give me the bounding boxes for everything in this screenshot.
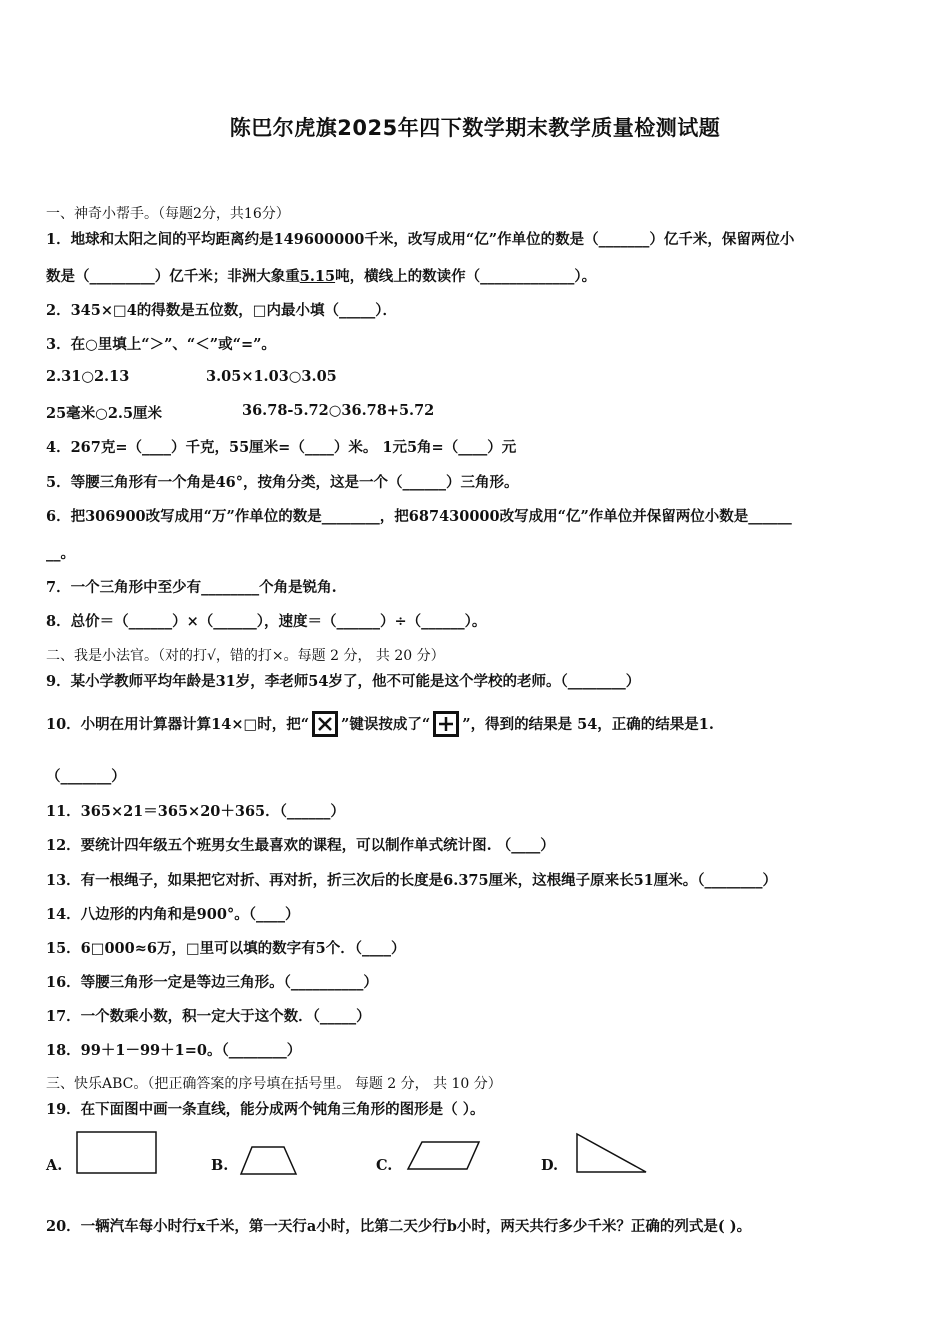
section-3-heading: 三、快乐ABC。（把正确答案的序号填在括号里。 每题 2 分， 共 10 分） bbox=[46, 1076, 502, 1092]
question-3: 3．在○里填上“＞”、“＜”或“=”。 bbox=[46, 336, 276, 353]
question-16: 16．等腰三角形一定是等边三角形。（__________） bbox=[46, 974, 378, 991]
question-17: 17．一个数乘小数，积一定大于这个数．（_____） bbox=[46, 1008, 371, 1025]
question-11: 11．365×21＝365×20＋365．（______） bbox=[46, 803, 345, 820]
question-3-row-1-left: 2.31○2.13 bbox=[46, 368, 130, 385]
question-6-line-1: 6．把306900改写成用“万”作单位的数是________，把687430000改写成用“亿”作单位并保留两位小数是______ bbox=[46, 508, 792, 525]
question-10-blank: （_______） bbox=[46, 768, 126, 785]
question-1-line-2-post: 吨，横线上的数读作（_____________）。 bbox=[335, 268, 597, 285]
option-a-label: A. bbox=[46, 1157, 63, 1174]
question-10-mid: ”键误按成了“ bbox=[341, 716, 431, 733]
question-3-row-1-right: 3.05×1.03○3.05 bbox=[206, 368, 337, 385]
question-1-line-2-pre: 数是（_________）亿千米；非洲大象重 bbox=[46, 268, 300, 285]
parallelogram-figure bbox=[407, 1140, 481, 1172]
question-7: 7．一个三角形中至少有________个角是锐角. bbox=[46, 579, 337, 596]
question-12: 12．要统计四年级五个班男女生最喜欢的课程，可以制作单式统计图. （____） bbox=[46, 837, 555, 854]
question-9: 9．某小学教师平均年龄是31岁，李老师54岁了，他不可能是这个学校的老师。（________） bbox=[46, 673, 641, 690]
option-d-label: D. bbox=[541, 1157, 559, 1174]
question-18: 18．99＋1－99＋1=0。（________） bbox=[46, 1042, 302, 1059]
question-13: 13．有一根绳子，如果把它对折、再对折，折三次后的长度是6.375厘米，这根绳子原来长51厘米。（________） bbox=[46, 872, 778, 889]
page-title: 陈巴尔虎旗2025年四下数学期末教学质量检测试题 bbox=[229, 116, 721, 140]
question-14: 14．八边形的内角和是900°。（____） bbox=[46, 906, 300, 923]
question-8: 8．总价＝（______）×（______），速度＝（______）÷（______）。 bbox=[46, 613, 487, 630]
question-20: 20．一辆汽车每小时行x千米，第一天行a小时，比第二天少行b小时，两天共行多少千米？正确的列式是( )。 bbox=[46, 1218, 752, 1235]
question-10 bbox=[46, 711, 714, 737]
question-3-row-2-left: 25毫米○2.5厘米 bbox=[46, 405, 163, 422]
question-1-line-1: 1．地球和太阳之间的平均距离约是149600000千米，改写成用“亿”作单位的数是（_______）亿千米，保留两位小 bbox=[46, 231, 795, 248]
question-1-line-2 bbox=[46, 265, 596, 286]
plus-key-icon bbox=[433, 711, 459, 737]
question-2: 2．345×□4的得数是五位数，□内最小填（_____）． bbox=[46, 302, 397, 319]
question-4: 4．267克=（____）千克，55厘米=（____）米。 1元5角=（____）元 bbox=[46, 439, 517, 456]
question-3-row-2-right: 36.78-5.72○36.78+5.72 bbox=[242, 402, 435, 419]
section-1-heading: 一、神奇小帮手。（每题2分，共16分） bbox=[46, 206, 290, 222]
question-10-pre: 10．小明在用计算器计算14×□时，把“ bbox=[46, 716, 310, 733]
trapezoid-figure bbox=[240, 1145, 298, 1177]
question-6-line-2: __。 bbox=[46, 545, 75, 562]
multiply-key-icon bbox=[312, 711, 338, 737]
underlined-weight: 5.15 bbox=[299, 268, 336, 285]
question-19: 19．在下面图中画一条直线，能分成两个钝角三角形的图形是（ ）。 bbox=[46, 1101, 485, 1118]
question-5: 5．等腰三角形有一个角是46°，按角分类，这是一个（______）三角形。 bbox=[46, 474, 519, 491]
section-2-heading: 二、我是小法官。（对的打√，错的打×。每题 2 分， 共 20 分） bbox=[46, 648, 445, 664]
option-c-label: C. bbox=[376, 1157, 393, 1174]
right-triangle-figure bbox=[575, 1132, 649, 1174]
question-15: 15．6□000≈6万，□里可以填的数字有5个．（____） bbox=[46, 940, 406, 957]
rectangle-figure bbox=[76, 1131, 158, 1175]
option-b-label: B. bbox=[211, 1157, 229, 1174]
question-10-post: ”，得到的结果是 54，正确的结果是1. bbox=[462, 716, 714, 733]
